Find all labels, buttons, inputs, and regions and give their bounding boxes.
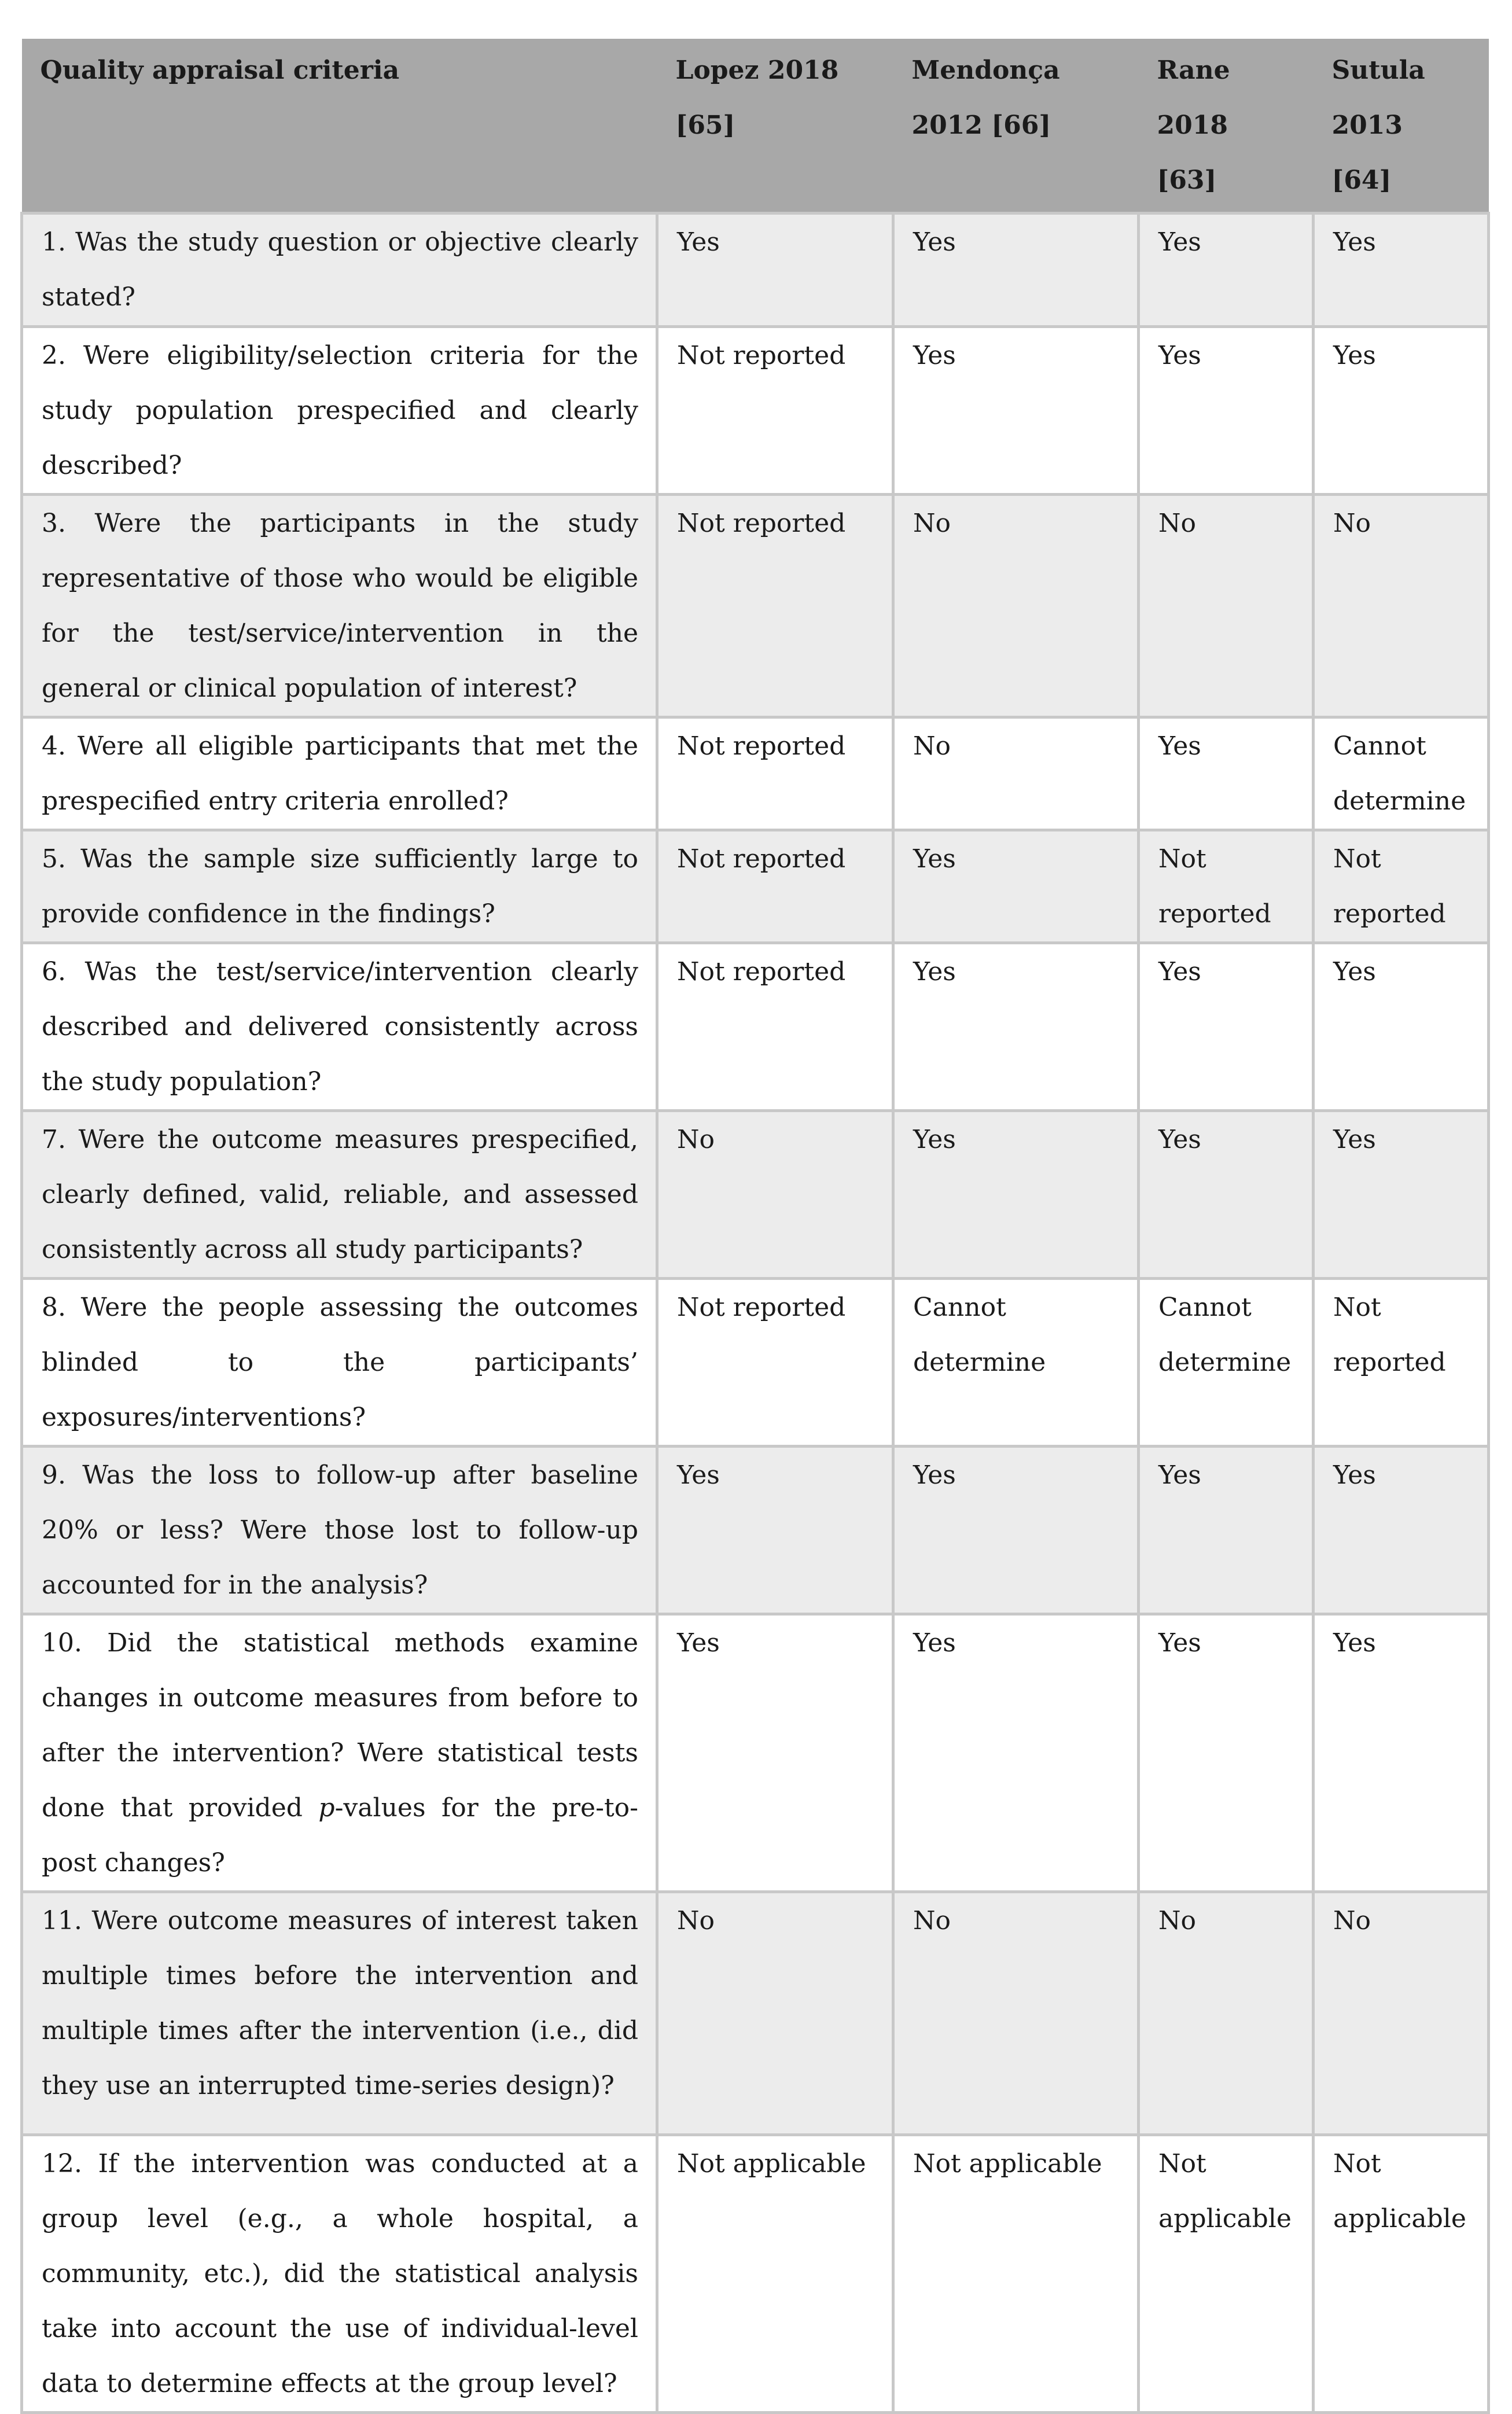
table-row (22, 717, 1489, 830)
criterion-text: -values for the pre-to-post changes? (42, 1793, 638, 1878)
value-cell: Yes (893, 1614, 1139, 1892)
value-cell: No (1314, 1892, 1489, 2135)
criterion-cell (22, 1614, 657, 1892)
value-cell: Cannot determine (1139, 1279, 1314, 1447)
header-rane-2018: Rane 2018 [63] (1139, 39, 1314, 214)
value-cell: Not reported (1139, 830, 1314, 943)
header-lopez-2018: Lopez 2018 [65] (657, 39, 893, 214)
criterion-text: 10. Did the statistical methods examine changes in outcome measures from before to after the intervention? Were statistical tests done that provided (42, 1628, 638, 1823)
value-cell: Not applicable (893, 2135, 1139, 2413)
value-cell: Not reported (657, 717, 893, 830)
criterion-cell: 6. Was the test/service/intervention clearly described and delivered consistently across the study population? (22, 943, 657, 1111)
table-row (22, 943, 1489, 1111)
value-cell: Yes (1139, 1614, 1314, 1892)
value-cell: Yes (1139, 327, 1314, 495)
value-cell: Yes (1139, 1111, 1314, 1279)
header-sutula-2013: Sutula 2013 [64] (1314, 39, 1489, 214)
criterion-cell: 2. Were eligibility/selection criteria for the study population prespecified and clearly described? (22, 327, 657, 495)
value-cell: Not reported (657, 830, 893, 943)
value-cell: Not reported (657, 943, 893, 1111)
value-cell: Not applicable (1314, 2135, 1489, 2413)
value-cell: Cannot determine (893, 1279, 1139, 1447)
table-row (22, 1111, 1489, 1279)
value-cell: Yes (1314, 214, 1489, 327)
value-cell: Cannot determine (1314, 717, 1489, 830)
value-cell: Yes (893, 1447, 1139, 1614)
p-value-symbol: p (318, 1793, 335, 1823)
value-cell: Not reported (657, 1279, 893, 1447)
value-cell: No (1139, 495, 1314, 717)
criterion-cell: 5. Was the sample size sufficiently large to provide confidence in the findings? (22, 830, 657, 943)
value-cell: No (893, 1892, 1139, 2135)
value-cell: Yes (1139, 1447, 1314, 1614)
table-row (22, 830, 1489, 943)
value-cell: Not reported (657, 327, 893, 495)
criterion-cell: 4. Were all eligible participants that met the prespecified entry criteria enrolled? (22, 717, 657, 830)
value-cell: Yes (1314, 1447, 1489, 1614)
value-cell: Yes (1314, 943, 1489, 1111)
value-cell: No (657, 1892, 893, 2135)
value-cell: Not reported (1314, 1279, 1489, 1447)
value-cell: No (1139, 1892, 1314, 2135)
value-cell: No (893, 717, 1139, 830)
value-cell: Yes (893, 327, 1139, 495)
criterion-cell: 7. Were the outcome measures prespecified, clearly defined, valid, reliable, and assessed consistently across all study participants? (22, 1111, 657, 1279)
table-row (22, 327, 1489, 495)
header-criteria: Quality appraisal criteria (22, 39, 657, 214)
quality-appraisal-table (20, 39, 1490, 2414)
criterion-cell: 11. Were outcome measures of interest taken multiple times before the intervention and multiple times after the intervention (i.e., did they use an interrupted time-series design)? (22, 1892, 657, 2135)
table-row (22, 1892, 1489, 2135)
table-row (22, 1279, 1489, 1447)
value-cell: Yes (1314, 1111, 1489, 1279)
table-row (22, 495, 1489, 717)
header-mendonca-2012: Mendonça 2012 [66] (893, 39, 1139, 214)
criterion-cell: 8. Were the people assessing the outcomes blinded to the participants’ exposures/interventions? (22, 1279, 657, 1447)
criterion-cell: 1. Was the study question or objective clearly stated? (22, 214, 657, 327)
value-cell: Yes (1139, 943, 1314, 1111)
value-cell: Yes (1139, 214, 1314, 327)
criterion-cell: 3. Were the participants in the study representative of those who would be eligible for the test/service/intervention in the general or clinical population of interest? (22, 495, 657, 717)
value-cell: Yes (657, 214, 893, 327)
value-cell: Yes (893, 1111, 1139, 1279)
value-cell: Yes (1314, 327, 1489, 495)
value-cell: No (1314, 495, 1489, 717)
header-row (22, 39, 1489, 214)
value-cell: Not reported (1314, 830, 1489, 943)
value-cell: No (893, 495, 1139, 717)
value-cell: No (657, 1111, 893, 1279)
table-row (22, 214, 1489, 327)
value-cell: Yes (893, 943, 1139, 1111)
value-cell: Not applicable (657, 2135, 893, 2413)
table-row (22, 1614, 1489, 1892)
criterion-cell: 12. If the intervention was conducted at a group level (e.g., a whole hospital, a community, etc.), did the statistical analysis take into account the use of individual-level data to determine effects at the group level? (22, 2135, 657, 2413)
table-row (22, 2135, 1489, 2413)
value-cell: Not applicable (1139, 2135, 1314, 2413)
value-cell: Yes (893, 830, 1139, 943)
value-cell: Yes (657, 1614, 893, 1892)
value-cell: Yes (1314, 1614, 1489, 1892)
table-row (22, 1447, 1489, 1614)
criterion-cell: 9. Was the loss to follow-up after baseline 20% or less? Were those lost to follow-up accounted for in the analysis? (22, 1447, 657, 1614)
value-cell: Yes (893, 214, 1139, 327)
value-cell: Yes (1139, 717, 1314, 830)
value-cell: Not reported (657, 495, 893, 717)
value-cell: Yes (657, 1447, 893, 1614)
